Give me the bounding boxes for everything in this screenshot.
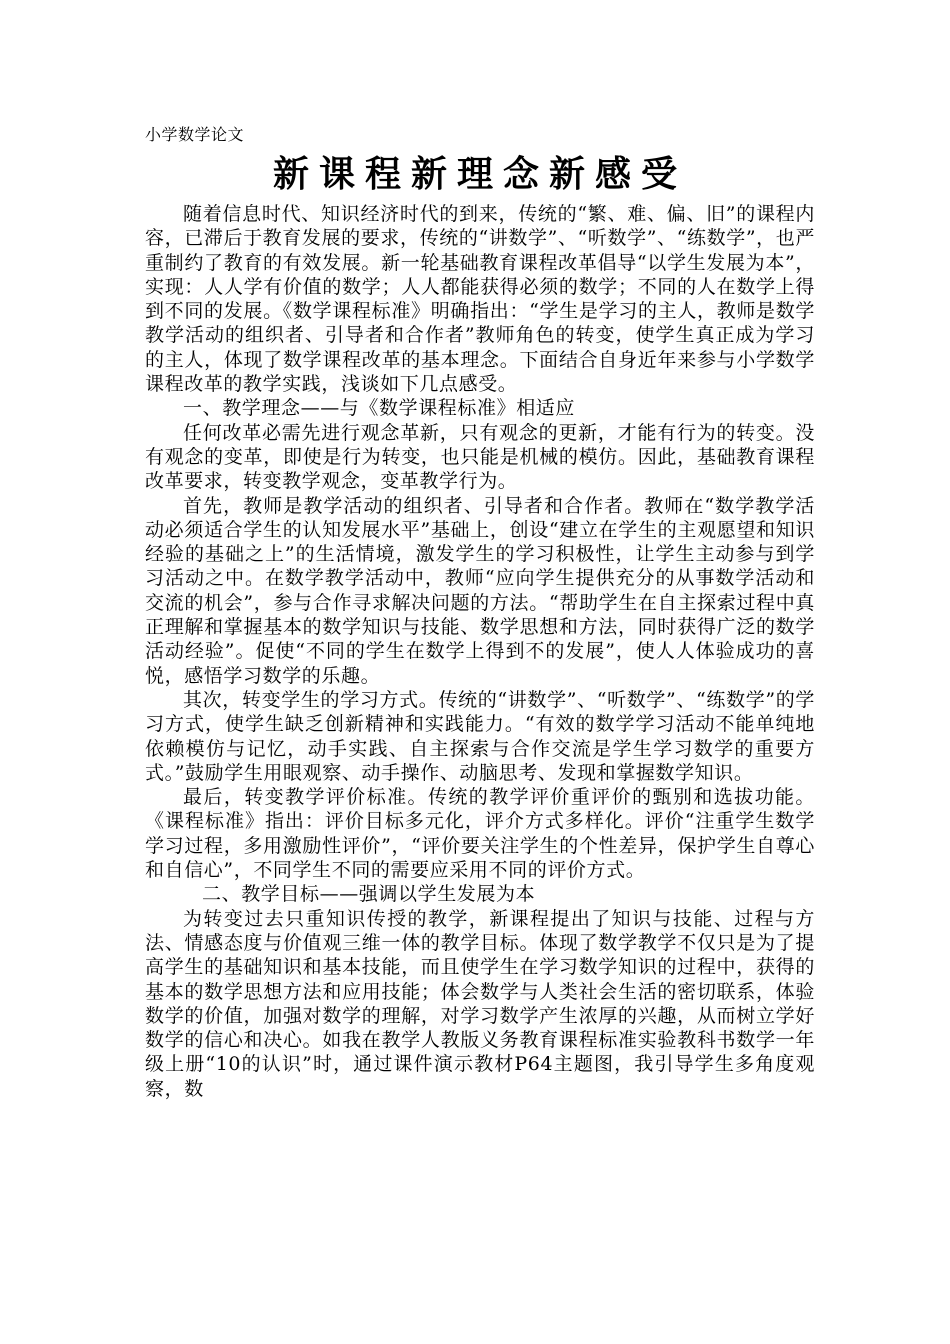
paragraph-second: 其次，转变学生的学习方式。传统的“讲数学”、“听数学”、“练数学”的学习方式，使学生缺乏创新精神和实践能力。“有效的数学学习活动不能单纯地依赖模仿与记忆，动手实践、自主探索与合作交流是学生学习数学的重要方 式。”鼓励学生用眼观察、动手操作、动脑思考、发现和掌握数学知识。 [145,688,815,784]
paragraph-goals: 为转变过去只重知识传授的教学，新课程提出了知识与技能、过程与方法、情感态度与价值观三维一体的教学目标。体现了数学教学不仅只是为了提高学生的基础知识和基本技能，而且使学生在学习数学知识的过程中，获得的基本的数学思想方法和应用技能；体会数学与人类社会生活的密切联系，体验数学的价值，加强对数学的理解，对学习数学产生浓厚的兴趣，从而树立学好数学的信心和决心。如我在教学人教版义务教育课程标准实验教科书数学一年级上册“10的认识”时，通过课件演示教材P64主题图，我引导学生多角度观察，数 [145,907,815,1100]
document-body [145,202,815,1101]
paragraph-intro: 随着信息时代、知识经济时代的到来，传统的“繁、难、偏、旧”的课程内容，已滞后于教育发展的要求，传统的“讲数学”、“听数学”、“练数学”，也严重制约了教育的有效发展。新一轮基础教育课程改革倡导“以学生发展为本”，实现：人人学有价值的数学；人人都能获得必须的数学；不同的人在数学上得到不同的发展。《数学课程标准》明确指出：“学生是学习的主人，教师是数学教学活动的组织者、引导者和合作者”教师角色的转变，使学生真正成为学习的主人，体现了数学课程改革的基本理念。下面结合自身近年来参与小学数学课程改革的教学实践，浅谈如下几点感受。 [145,203,815,396]
document-category: 小学数学论文 [145,125,245,144]
document-title: 新课程新理念新感受 [272,154,687,195]
paragraph-first: 首先，教师是教学活动的组织者、引导者和合作者。教师在“数学教学活动必须适合学生的认知发展水平”基础上，创设“建立在学生的主观愿望和知识经验的基础之上”的生活情境，激发学生的学习积极性，让学生主动参与到学习活动之中。在数学教学活动中，教师“应向学生提供充分的从事数学活动和交流的机会”，参与合作寻求解决问题的方法。“帮助学生在自主探索过程中真正理解和掌握基本的数学知识与技能、数学思想和方法，同时获得广泛的数学活动经验”。促使“不同的学生在数学上得到不的发展”，使人人体验成功的喜悦，感悟学习数学的乐趣。 [145,494,815,687]
section-heading-1: 一、教学理念——与《数学课程标准》相适应 [183,397,576,420]
paragraph-reform: 任何改革必需先进行观念革新，只有观念的更新，才能有行为的转变。没有观念的变革，即使是行为转变，也只能是机械的模仿。因此，基础教育课程改革要求，转变教学观念，变革教学行为。 [145,421,815,493]
paragraph-last: 最后，转变教学评价标准。传统的教学评价重评价的甄别和选拔功能。《课程标准》指出：评价目标多元化，评介方式多样化。评价“注重学生数学学习过程，多用激励性评价”，“评价要关注学生的个性差异，保护学生自尊心和自信心”，不同学生不同的需要应采用不同的评价方式。 [145,786,815,882]
section-heading-2: 二、教学目标——强调以学生发展为本 [202,883,536,906]
document-page [145,122,815,1101]
